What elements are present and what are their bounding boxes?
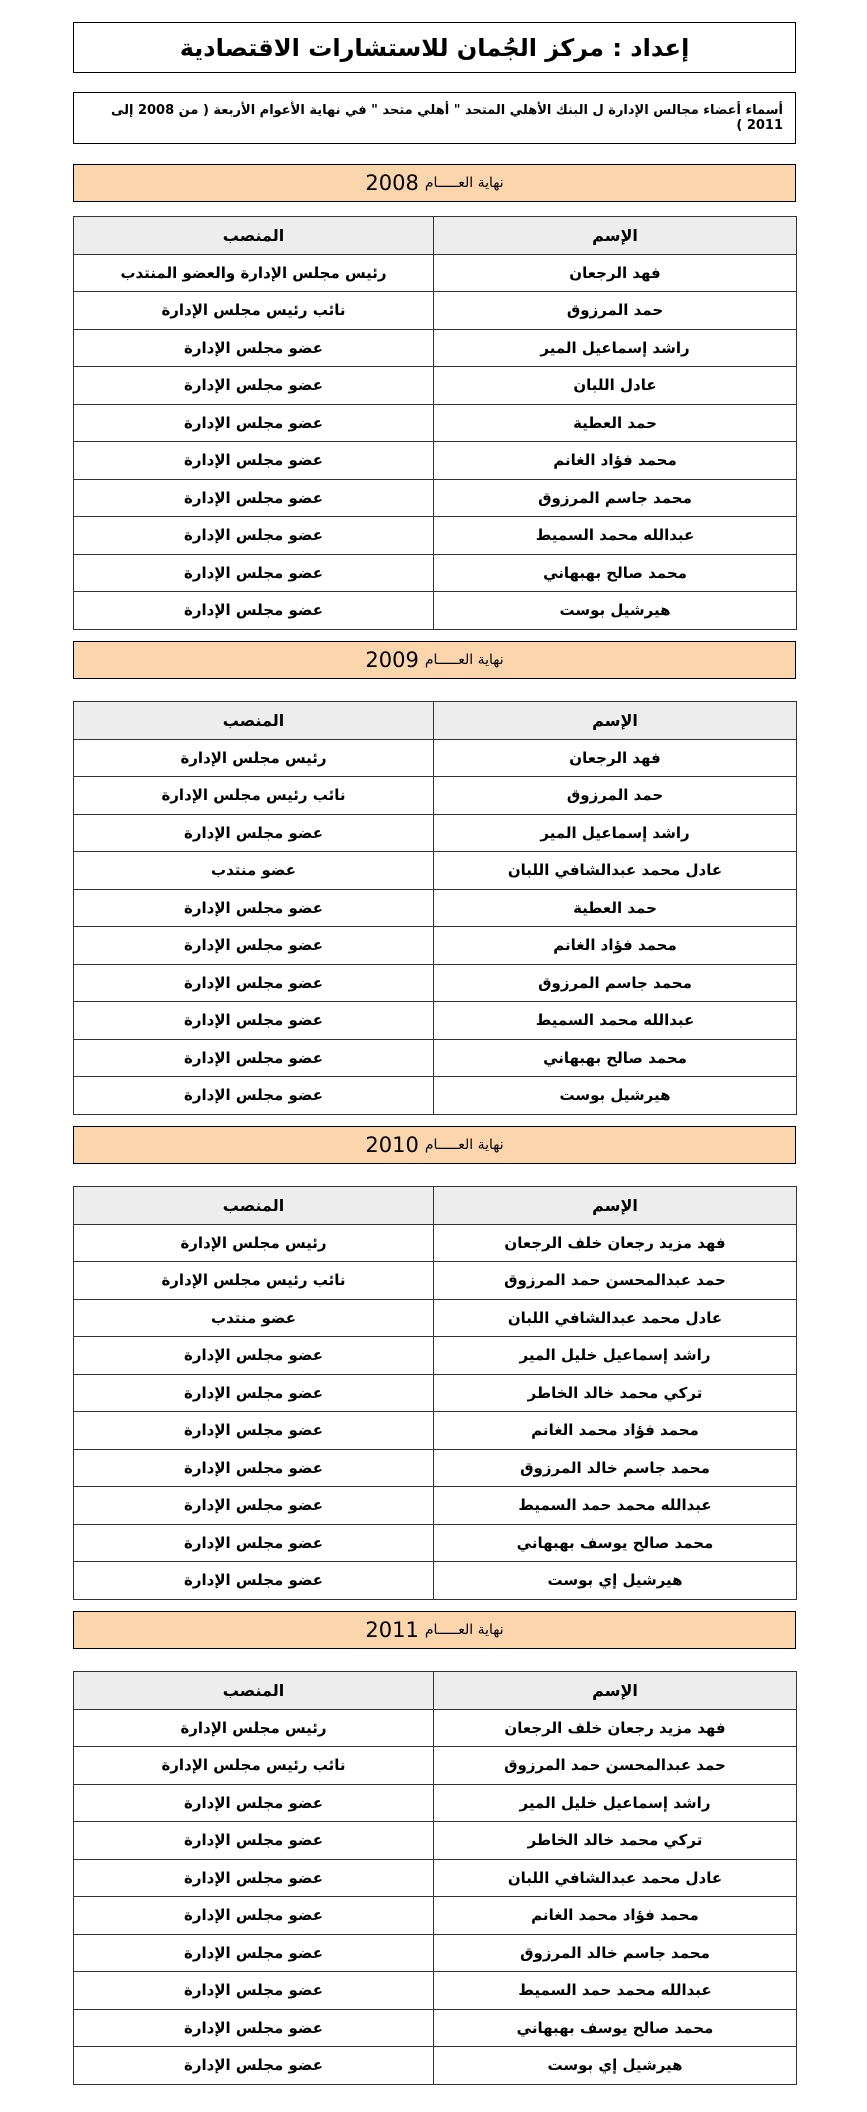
table-row <box>74 1972 797 2010</box>
member-name-cell: محمد صالح يوسف بهبهاني <box>434 2009 797 2047</box>
column-header-name: الإسم <box>434 1672 797 1710</box>
member-position-cell: عضو مجلس الإدارة <box>74 1972 434 2010</box>
member-name-cell: حمد العطية <box>434 889 797 927</box>
member-name-cell: هيرشيل بوست <box>434 592 797 630</box>
member-name-cell: حمد العطية <box>434 404 797 442</box>
year-value: 2011 <box>365 1618 419 1642</box>
member-position-cell: عضو مجلس الإدارة <box>74 329 434 367</box>
member-position-cell: عضو مجلس الإدارة <box>74 554 434 592</box>
member-position-cell: عضو مجلس الإدارة <box>74 1002 434 1040</box>
year-value: 2009 <box>365 648 419 672</box>
member-position-cell: عضو منتدب <box>74 1299 434 1337</box>
year-label: نهاية العـــــام <box>424 652 504 668</box>
member-name-cell: عادل اللبان <box>434 367 797 405</box>
member-name-cell: فهد الرجعان <box>434 254 797 292</box>
member-position-cell: عضو مجلس الإدارة <box>74 1822 434 1860</box>
table-row <box>74 1039 797 1077</box>
member-position-cell: نائب رئيس مجلس الإدارة <box>74 292 434 330</box>
year-label: نهاية العـــــام <box>424 1622 504 1638</box>
board-table-2009 <box>73 701 797 1115</box>
table-row <box>74 927 797 965</box>
member-name-cell: محمد فؤاد الغانم <box>434 442 797 480</box>
year-bar-2011 <box>73 1611 796 1649</box>
member-position-cell: عضو مجلس الإدارة <box>74 479 434 517</box>
member-position-cell: عضو مجلس الإدارة <box>74 1897 434 1935</box>
table-row <box>74 1374 797 1412</box>
member-position-cell: عضو مجلس الإدارة <box>74 367 434 405</box>
member-name-cell: عبدالله محمد حمد السميط <box>434 1487 797 1525</box>
table-row <box>74 889 797 927</box>
table-row <box>74 329 797 367</box>
table-row <box>74 404 797 442</box>
table-row <box>74 1562 797 1600</box>
year-bar-2008 <box>73 164 796 202</box>
member-position-cell: عضو مجلس الإدارة <box>74 814 434 852</box>
board-table-2011 <box>73 1671 797 2085</box>
member-position-cell: نائب رئيس مجلس الإدارة <box>74 777 434 815</box>
table-row <box>74 254 797 292</box>
member-name-cell: محمد جاسم المرزوق <box>434 479 797 517</box>
member-position-cell: عضو مجلس الإدارة <box>74 964 434 1002</box>
column-header-position: المنصب <box>74 1672 434 1710</box>
table-row <box>74 814 797 852</box>
member-position-cell: عضو مجلس الإدارة <box>74 2047 434 2085</box>
member-name-cell: محمد فؤاد محمد الغانم <box>434 1897 797 1935</box>
table-row <box>74 1002 797 1040</box>
member-position-cell: عضو مجلس الإدارة <box>74 1934 434 1972</box>
table-row <box>74 1524 797 1562</box>
member-position-cell: عضو مجلس الإدارة <box>74 2009 434 2047</box>
member-position-cell: عضو مجلس الإدارة <box>74 1784 434 1822</box>
member-position-cell: عضو مجلس الإدارة <box>74 1337 434 1375</box>
member-position-cell: عضو مجلس الإدارة <box>74 1449 434 1487</box>
member-name-cell: فهد الرجعان <box>434 739 797 777</box>
member-name-cell: هيرشيل إي بوست <box>434 2047 797 2085</box>
table-row <box>74 1897 797 1935</box>
member-position-cell: عضو منتدب <box>74 852 434 890</box>
member-name-cell: حمد عبدالمحسن حمد المرزوق <box>434 1262 797 1300</box>
member-name-cell: فهد مزيد رجعان خلف الرجعان <box>434 1224 797 1262</box>
member-position-cell: عضو مجلس الإدارة <box>74 1077 434 1115</box>
year-value: 2010 <box>365 1133 419 1157</box>
table-row <box>74 964 797 1002</box>
table-row <box>74 739 797 777</box>
table-row <box>74 1747 797 1785</box>
table-row <box>74 292 797 330</box>
member-name-cell: تركي محمد خالد الخاطر <box>434 1374 797 1412</box>
member-position-cell: عضو مجلس الإدارة <box>74 1412 434 1450</box>
table-row <box>74 1449 797 1487</box>
member-position-cell: عضو مجلس الإدارة <box>74 1374 434 1412</box>
page-subtitle: أسماء أعضاء مجالس الإدارة ل البنك الأهلي المتحد " أهلي متحد " في نهاية الأعوام الأربعة ( من 2008 إلى 2011 ) <box>73 92 796 144</box>
table-row <box>74 1262 797 1300</box>
column-header-name: الإسم <box>434 217 797 255</box>
table-row <box>74 1077 797 1115</box>
member-position-cell: رئيس مجلس الإدارة والعضو المنتدب <box>74 254 434 292</box>
column-header-name: الإسم <box>434 702 797 740</box>
member-position-cell: رئيس مجلس الإدارة <box>74 739 434 777</box>
year-label: نهاية العـــــام <box>424 1137 504 1153</box>
member-name-cell: محمد فؤاد محمد الغانم <box>434 1412 797 1450</box>
year-bar-2009 <box>73 641 796 679</box>
member-name-cell: محمد صالح بهبهاني <box>434 554 797 592</box>
member-position-cell: نائب رئيس مجلس الإدارة <box>74 1747 434 1785</box>
member-name-cell: هيرشيل بوست <box>434 1077 797 1115</box>
member-position-cell: نائب رئيس مجلس الإدارة <box>74 1262 434 1300</box>
table-row <box>74 1337 797 1375</box>
member-name-cell: هيرشيل إي بوست <box>434 1562 797 1600</box>
member-name-cell: فهد مزيد رجعان خلف الرجعان <box>434 1709 797 1747</box>
board-table-2008 <box>73 216 797 630</box>
column-header-position: المنصب <box>74 1187 434 1225</box>
member-name-cell: عادل محمد عبدالشافي اللبان <box>434 1299 797 1337</box>
member-position-cell: عضو مجلس الإدارة <box>74 517 434 555</box>
member-name-cell: عبدالله محمد حمد السميط <box>434 1972 797 2010</box>
table-row <box>74 1709 797 1747</box>
member-position-cell: عضو مجلس الإدارة <box>74 1487 434 1525</box>
column-header-name: الإسم <box>434 1187 797 1225</box>
member-position-cell: عضو مجلس الإدارة <box>74 1859 434 1897</box>
member-name-cell: محمد فؤاد الغانم <box>434 927 797 965</box>
table-row <box>74 2009 797 2047</box>
table-row <box>74 1412 797 1450</box>
table-row <box>74 554 797 592</box>
board-table-2010 <box>73 1186 797 1600</box>
year-label: نهاية العـــــام <box>424 175 504 191</box>
year-value: 2008 <box>365 171 419 195</box>
table-row <box>74 479 797 517</box>
table-row <box>74 1224 797 1262</box>
table-row <box>74 852 797 890</box>
member-name-cell: عبدالله محمد السميط <box>434 517 797 555</box>
member-position-cell: عضو مجلس الإدارة <box>74 927 434 965</box>
member-position-cell: عضو مجلس الإدارة <box>74 404 434 442</box>
table-row <box>74 777 797 815</box>
table-row <box>74 1784 797 1822</box>
column-header-position: المنصب <box>74 217 434 255</box>
member-position-cell: عضو مجلس الإدارة <box>74 1562 434 1600</box>
member-name-cell: راشد إسماعيل خليل المير <box>434 1784 797 1822</box>
member-position-cell: عضو مجلس الإدارة <box>74 1039 434 1077</box>
member-position-cell: عضو مجلس الإدارة <box>74 889 434 927</box>
member-name-cell: محمد صالح يوسف بهبهاني <box>434 1524 797 1562</box>
member-name-cell: محمد جاسم خالد المرزوق <box>434 1449 797 1487</box>
page-title: إعداد : مركز الجُمان للاستشارات الاقتصادية <box>73 22 796 73</box>
member-position-cell: رئيس مجلس الإدارة <box>74 1224 434 1262</box>
table-row <box>74 442 797 480</box>
table-row <box>74 1822 797 1860</box>
member-name-cell: راشد إسماعيل المير <box>434 814 797 852</box>
member-name-cell: عادل محمد عبدالشافي اللبان <box>434 1859 797 1897</box>
table-row <box>74 1859 797 1897</box>
member-name-cell: عبدالله محمد السميط <box>434 1002 797 1040</box>
table-row <box>74 1934 797 1972</box>
member-position-cell: عضو مجلس الإدارة <box>74 1524 434 1562</box>
member-name-cell: حمد المرزوق <box>434 777 797 815</box>
member-name-cell: تركي محمد خالد الخاطر <box>434 1822 797 1860</box>
table-row <box>74 367 797 405</box>
table-row <box>74 1487 797 1525</box>
member-name-cell: عادل محمد عبدالشافي اللبان <box>434 852 797 890</box>
member-position-cell: رئيس مجلس الإدارة <box>74 1709 434 1747</box>
year-bar-2010 <box>73 1126 796 1164</box>
member-name-cell: محمد جاسم المرزوق <box>434 964 797 1002</box>
table-row <box>74 517 797 555</box>
member-position-cell: عضو مجلس الإدارة <box>74 592 434 630</box>
member-name-cell: محمد جاسم خالد المرزوق <box>434 1934 797 1972</box>
member-name-cell: حمد عبدالمحسن حمد المرزوق <box>434 1747 797 1785</box>
table-row <box>74 592 797 630</box>
table-row <box>74 1299 797 1337</box>
column-header-position: المنصب <box>74 702 434 740</box>
table-row <box>74 2047 797 2085</box>
member-name-cell: محمد صالح بهبهاني <box>434 1039 797 1077</box>
member-name-cell: حمد المرزوق <box>434 292 797 330</box>
member-name-cell: راشد إسماعيل المير <box>434 329 797 367</box>
member-position-cell: عضو مجلس الإدارة <box>74 442 434 480</box>
member-name-cell: راشد إسماعيل خليل المير <box>434 1337 797 1375</box>
